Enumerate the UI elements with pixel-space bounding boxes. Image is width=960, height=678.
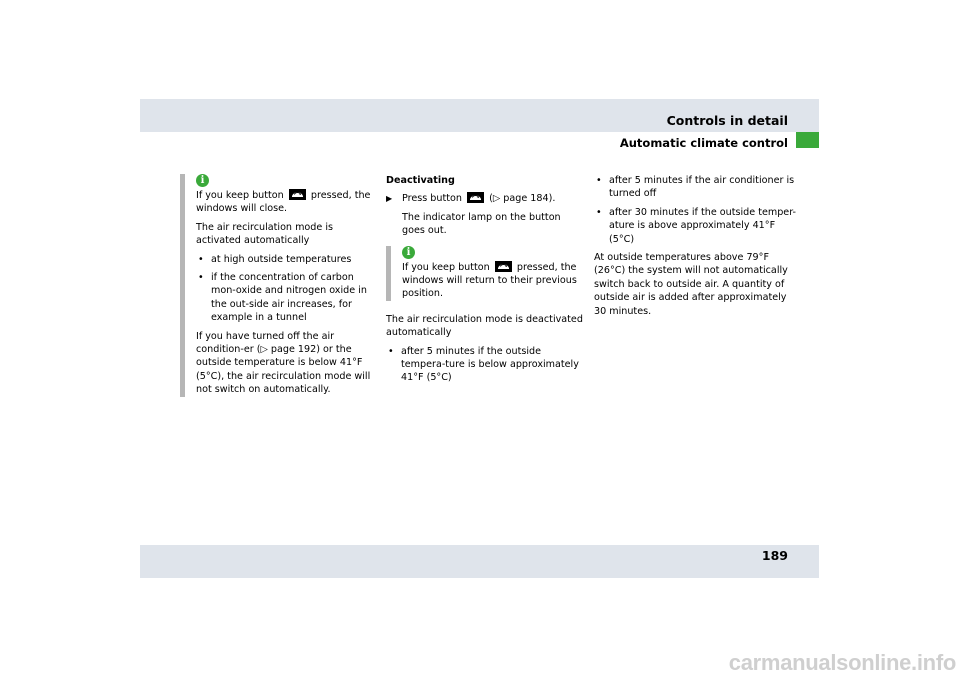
info-icon: i	[402, 246, 415, 259]
step-arrow-icon: ▶	[386, 194, 393, 204]
page-reference[interactable]: page 192	[270, 344, 317, 356]
air-recirculation-button-icon	[495, 261, 512, 272]
air-recirculation-button-icon	[467, 192, 484, 203]
page-reference[interactable]: page 184	[503, 193, 549, 205]
column-3	[594, 174, 796, 323]
list-item: • after 30 minutes if the outside temper-ature is above approximately 41°F (5°C)	[596, 206, 796, 245]
list-item: • after 5 minutes if the air conditioner is turned off	[596, 175, 795, 200]
air-recirculation-button-icon	[289, 189, 306, 200]
footer-band	[140, 545, 819, 578]
page-number: 189	[761, 548, 788, 563]
section-tab	[796, 132, 819, 148]
step-result: The indicator lamp on the button goes out.	[402, 211, 561, 237]
body-paragraph: The air recirculation mode is deactivated automatically	[386, 313, 583, 339]
info-note-1	[180, 174, 376, 397]
info-note-2	[386, 246, 584, 301]
bullet-icon: •	[198, 272, 204, 284]
section-title: Controls in detail	[666, 113, 788, 128]
list-item: • if the concentration of carbon mon-oxide and nitrogen oxide in the out-side air increases, for example in a tunnel	[198, 272, 367, 324]
note-paragraph: The air recirculation mode is activated automatically	[196, 221, 333, 247]
bullet-icon: •	[596, 206, 602, 218]
bullet-icon: •	[388, 345, 394, 357]
section-subtitle: Automatic climate control	[619, 136, 788, 150]
ref-arrow-icon: ▷	[492, 193, 501, 205]
column-2	[386, 174, 584, 390]
bullet-icon: •	[596, 175, 602, 186]
note-text: If you keep button pressed, the windows will close.	[196, 190, 371, 215]
section-heading: Deactivating	[386, 175, 455, 186]
note-text: If you keep button pressed, the windows will return to their previous position.	[402, 261, 577, 300]
watermark: carmanualsonline.info	[728, 650, 956, 675]
body-paragraph: At outside temperatures above 79°F (26°C) the system will not automatically switch back to outside air. A quantity of outside air is added after approximately 30 minutes.	[594, 252, 788, 317]
list-item: • at high outside temperatures	[198, 253, 352, 265]
note-paragraph: If you have turned off the air condition-er (▷ page 192) or the outside temperature is below 41°F (5°C), the air recirculation mode will not switch on automatically.	[196, 330, 371, 396]
info-icon: i	[196, 174, 209, 187]
instruction-step: ▶ Press button (▷ page 184).	[386, 193, 556, 205]
bullet-icon: •	[198, 253, 204, 265]
column-1	[180, 174, 376, 409]
list-item: • after 5 minutes if the outside tempera-ture is below approximately 41°F (5°C)	[388, 345, 579, 384]
ref-arrow-icon: ▷	[260, 344, 268, 356]
